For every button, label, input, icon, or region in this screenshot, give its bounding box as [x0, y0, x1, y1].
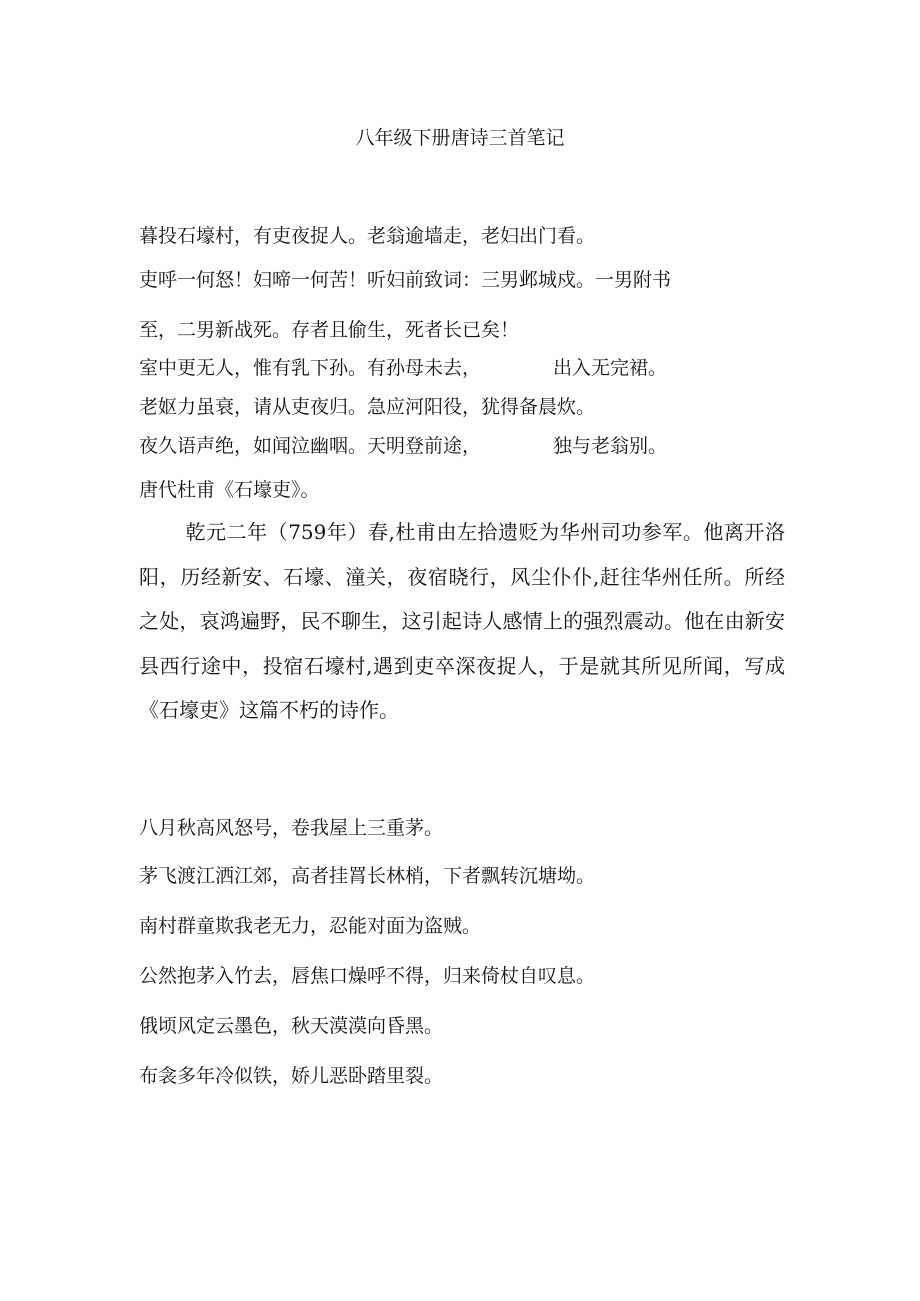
poem2-line-2: 茅飞渡江洒江郊，高者挂罥长林梢，下者飘转沉塘坳。: [139, 865, 596, 887]
poem1-line-5: 老妪力虽衰，请从吏夜归。急应河阳役，犹得备晨炊。: [139, 396, 596, 418]
poem1-line-4-part-a: 室中更无人，惟有乳下孙。有孙母未去，: [139, 357, 482, 379]
poem2-line-5: 俄顷风定云墨色，秋天漠漠向昏黑。: [139, 1015, 444, 1037]
poem1-line-1: 暮投石壕村，有吏夜捉人。老翁逾墙走，老妇出门看。: [139, 225, 596, 247]
poem2-line-6: 布衾多年冷似铁，娇儿恶卧踏里裂。: [139, 1065, 444, 1087]
poem2-line-4: 公然抱茅入竹去，唇焦口燥呼不得，归来倚杖自叹息。: [139, 965, 596, 987]
poem1-line-6-part-b: 独与老翁别。: [553, 435, 668, 457]
poem1-attribution: 唐代杜甫《石壕吏》。: [139, 479, 320, 501]
poem1-line-6-part-a: 夜久语声绝，如闻泣幽咽。天明登前途，: [139, 435, 482, 457]
poem2-line-1: 八月秋高风怒号，卷我屋上三重茅。: [139, 817, 444, 839]
poem2-line-3: 南村群童欺我老无力，忍能对面为盗贼。: [139, 915, 482, 937]
poem1-line-4-part-b: 出入无完裙。: [553, 357, 668, 379]
background-paragraph: [139, 510, 785, 733]
page-title: 八年级下册唐诗三首笔记: [355, 127, 565, 149]
poem1-line-6: [139, 432, 667, 460]
poem1-line-3: 至，二男新战死。存者且偷生，死者长已矣！: [139, 319, 520, 341]
poem1-line-2: 吏呼一何怒！妇啼一何苦！听妇前致词：三男邺城戍。一男附书: [139, 269, 672, 291]
background-paragraph-text: 乾元二年（759年）春,杜甫由左拾遗贬为华州司功参军。他离开洛阳，历经新安、石壕、潼关，夜宿晓行，风尘仆仆,赶往华州任所。所经之处，哀鸿遍野，民不聊生，这引起诗人感情上的强烈震动。他在由新安县西行途中，投宿石壕村,遇到吏卒深夜捉人，于是就其所见所闻，写成《石壕吏》这篇不朽的诗作。: [139, 520, 785, 722]
poem1-line-4: [139, 354, 667, 382]
